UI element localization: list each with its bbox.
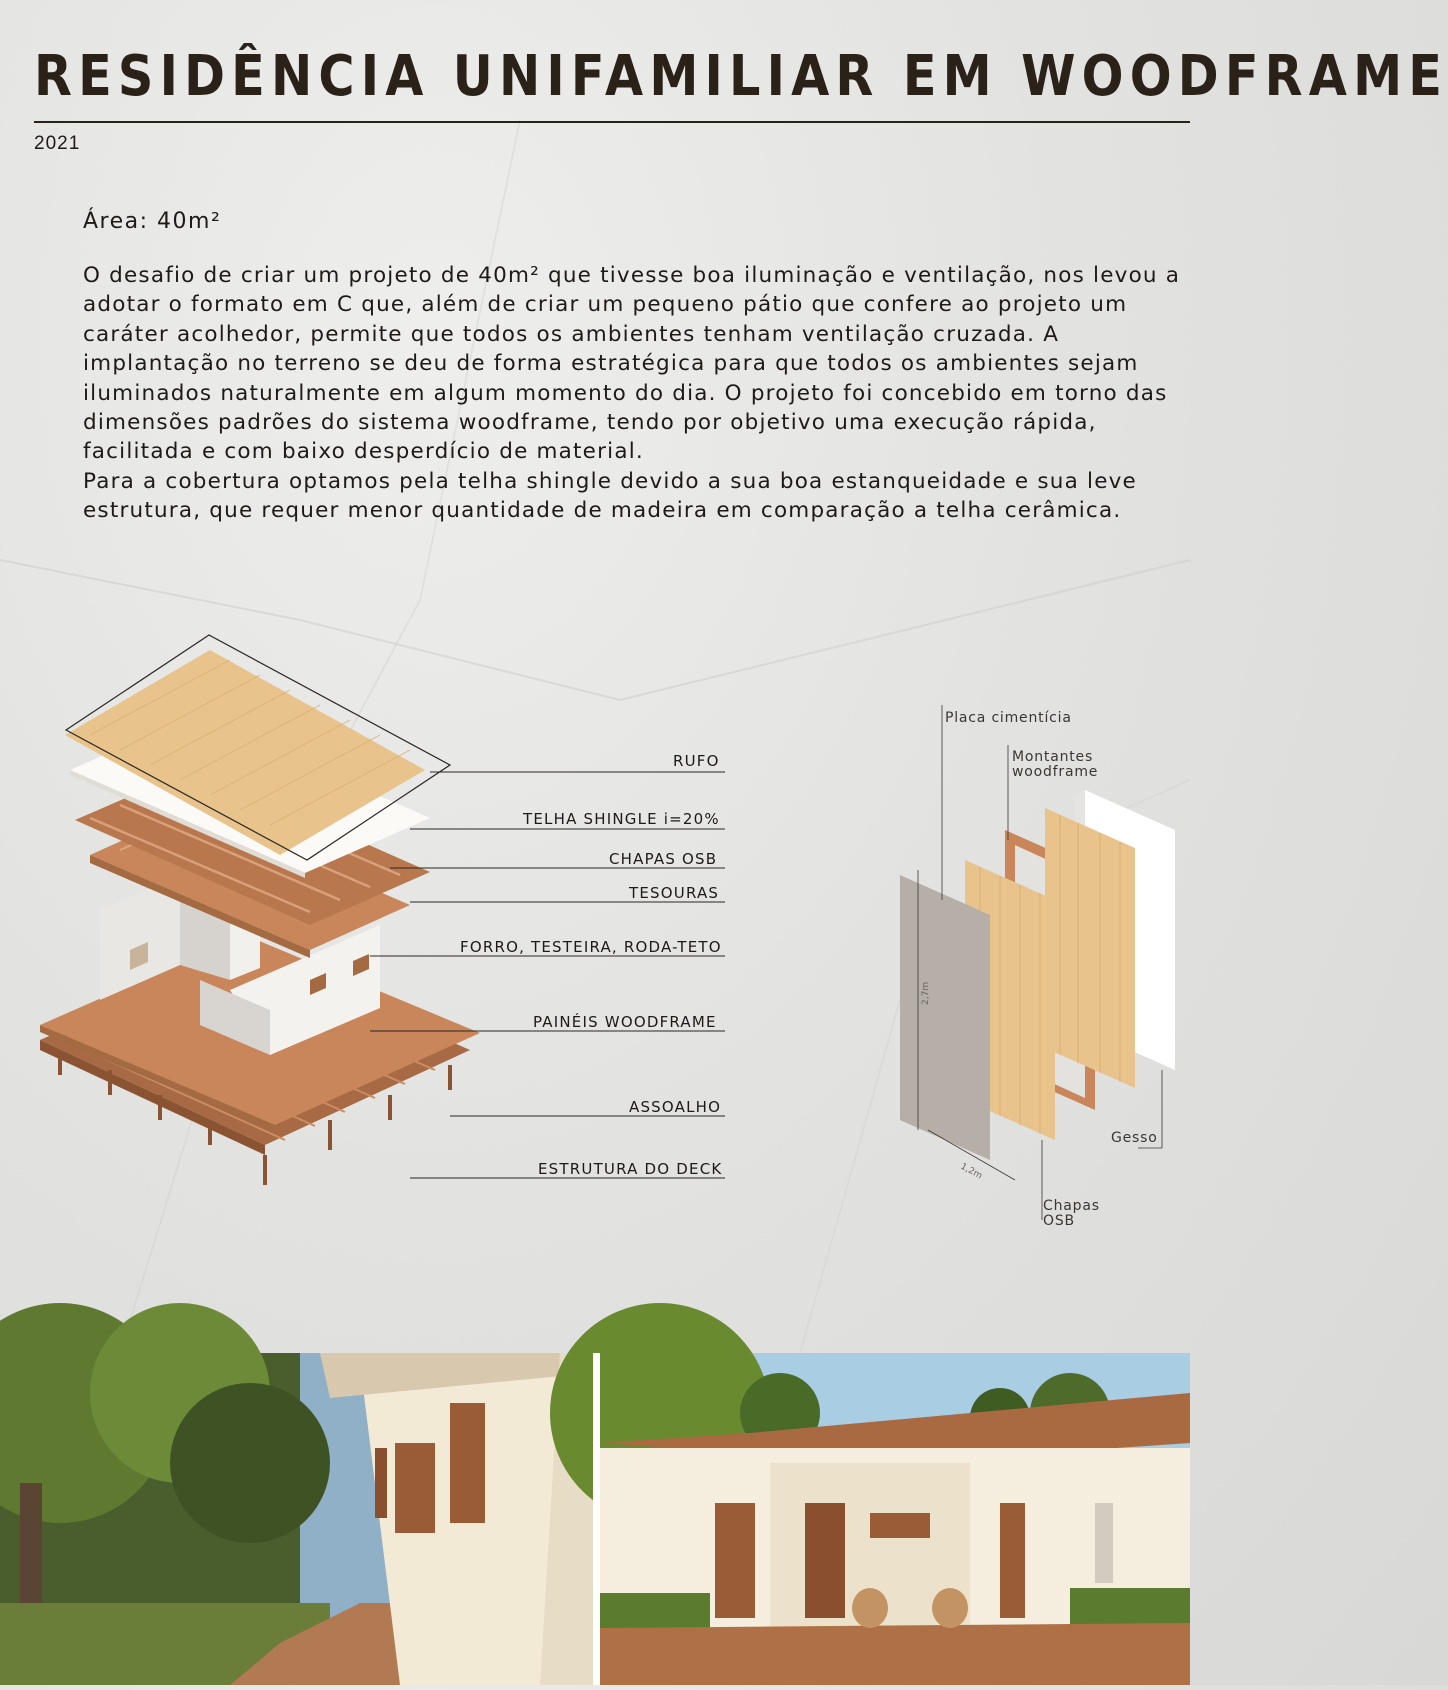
label-montantes: Montantes <box>1012 749 1094 765</box>
project-year: 2021 <box>34 133 81 154</box>
label-assoalho: ASSOALHO <box>629 1098 722 1116</box>
leader-lines <box>370 772 725 1178</box>
project-area: Área: 40m² <box>83 209 222 234</box>
label-tesouras: TESOURAS <box>629 884 720 902</box>
wall-layers-diagram <box>900 700 1190 1260</box>
photo-gap <box>593 1353 600 1685</box>
label-chapas-osb: CHAPAS OSB <box>609 850 718 868</box>
label-woodframe: woodframe <box>1012 764 1099 780</box>
render-exterior-side <box>0 1353 593 1685</box>
description-paragraph: O desafio de criar um projeto de 40m² que tivesse boa iluminação e ventilação, nos levou a adotar o formato em C que, além de criar um pequeno pátio que confere ao projeto um caráter acolhedor, permite que todos os ambientes tenham ventilação cruzada. A implantação no terreno se deu de forma estratégica para que todos os ambientes sejam iluminados naturalmente em algum momento do dia. O projeto foi concebido em torno das dimensões padrões do sistema woodframe, tendo por objetivo uma execução rápida, facilitada e com baixo desperdício de material. <box>83 263 1181 465</box>
title-divider <box>34 121 1190 123</box>
page-title: RESIDÊNCIA UNIFAMILIAR EM WOODFRAME <box>34 44 1448 109</box>
label-gesso: Gesso <box>1111 1130 1158 1146</box>
description-paragraph: Para a cobertura optamos pela telha shingle devido a sua boa estanqueidade e sua leve estrutura, que requer menor quantidade de madeira em comparação a telha cerâmica. <box>83 468 1137 524</box>
label-rufo: RUFO <box>673 752 720 770</box>
label-estrutura-deck: ESTRUTURA DO DECK <box>538 1160 723 1178</box>
label-chapas: Chapas <box>1043 1198 1100 1214</box>
label-osb: OSB <box>1043 1213 1075 1229</box>
label-placa-cimenticia: Placa cimentícia <box>945 710 1072 726</box>
width-dimension: 1,2m <box>958 1161 984 1182</box>
render-patio <box>600 1353 1190 1685</box>
cement-board <box>900 875 990 1160</box>
height-dimension: 2,7m <box>921 981 931 1005</box>
label-paineis: PAINÉIS WOODFRAME <box>533 1013 717 1031</box>
label-telha-shingle: TELHA SHINGLE i=20% <box>523 810 720 828</box>
project-description <box>83 261 1183 526</box>
label-forro: FORRO, TESTEIRA, RODA-TETO <box>460 938 722 956</box>
osb-board-back <box>1045 808 1135 1088</box>
